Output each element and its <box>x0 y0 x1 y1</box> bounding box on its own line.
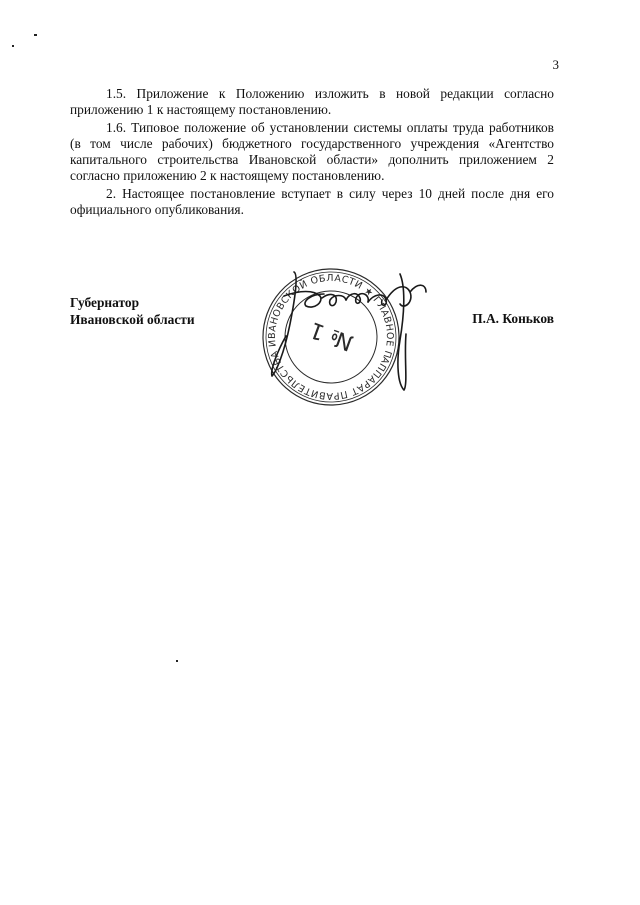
paragraph-1-6: 1.6. Типовое положение об установлении системы оплаты труда работников (в том числе рабочих) бюджетного государственного учреждения «Агентство капитального строительства Ивановской области» дополнить приложением 2 согласно приложению 2 к настоящему постановлению. <box>70 120 554 183</box>
scan-speck <box>34 34 37 36</box>
signer-title <box>70 294 195 328</box>
stamp-number: № 1 <box>306 316 357 355</box>
signer-name: П.А. Коньков <box>472 311 554 326</box>
stamp-ring-text: АППАРАТ ПРАВИТЕЛЬСТВА ИВАНОВСКОЙ ОБЛАСТИ ★ ГЛАВНОЕ ПРАВОВОЕ <box>266 272 396 402</box>
paragraph-2: 2. Настоящее постановление вступает в силу через 10 дней после дня его официального опубликования. <box>70 186 554 217</box>
paragraph-1-5: 1.5. Приложение к Положению изложить в новой редакции согласно приложению 1 к настоящему постановлению. <box>70 86 554 117</box>
handwritten-signature <box>250 254 450 414</box>
page-number: 3 <box>552 57 559 72</box>
document-body <box>70 86 554 220</box>
signer-title-line-1: Губернатор <box>70 295 140 310</box>
signature-block <box>70 272 554 424</box>
signer-title-line-2: Ивановской области <box>70 312 195 327</box>
scan-speck <box>12 45 14 47</box>
scan-speck <box>176 660 178 662</box>
